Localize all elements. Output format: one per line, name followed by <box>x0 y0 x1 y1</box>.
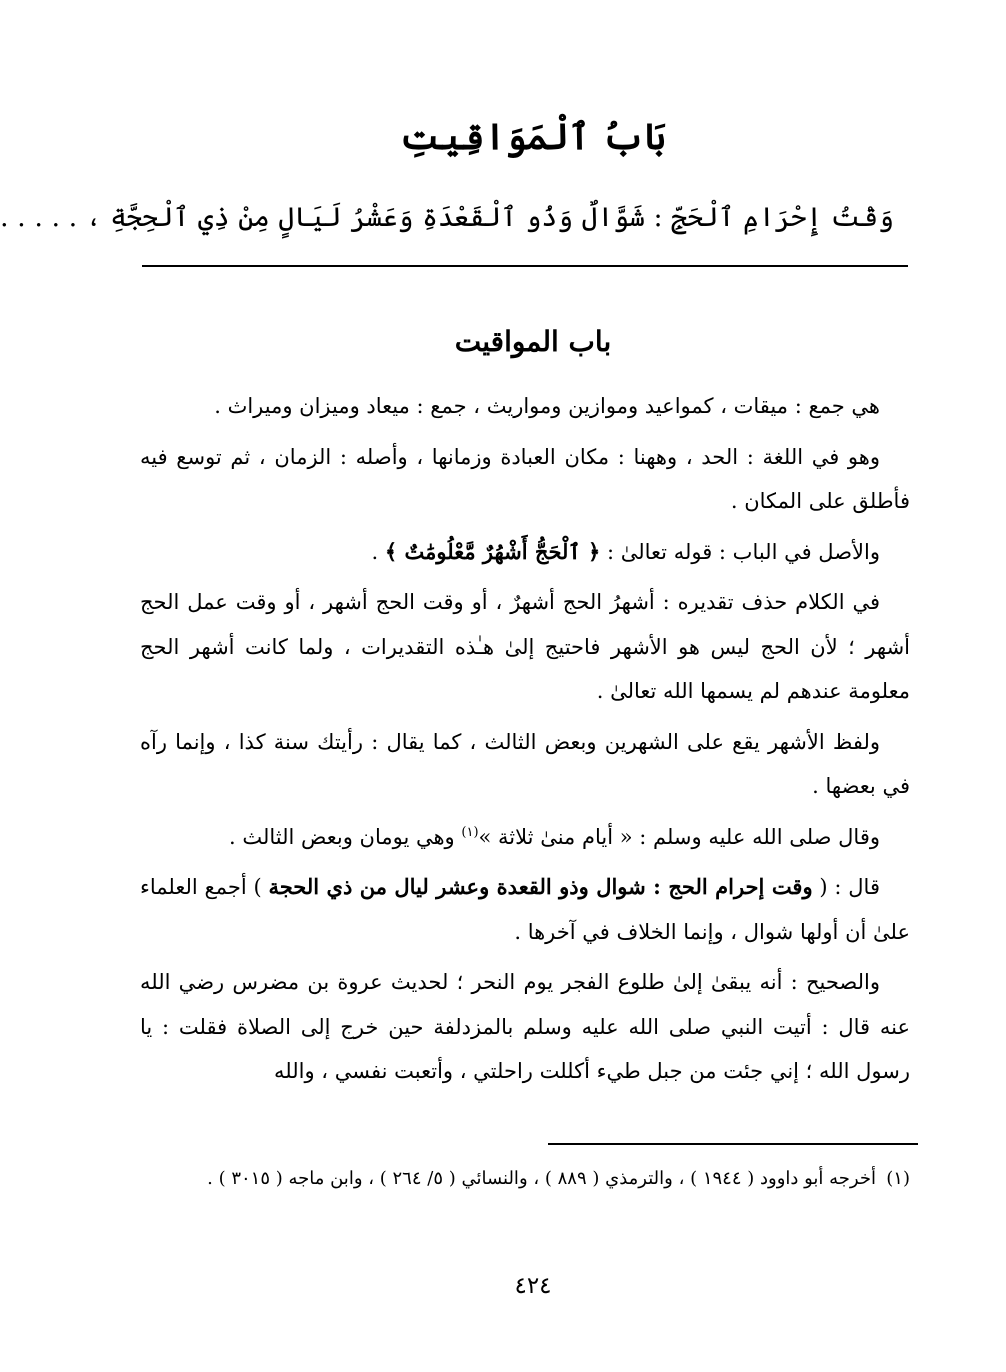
footnote <box>140 1162 910 1196</box>
paragraph-7 <box>140 865 910 954</box>
matn-text-line: وَقْتُ إِحْرَامِ ٱلْحَجِّ : شَوَّالٌ وَذُو ٱلْقَعْدَةِ وَعَشْرُ لَيَالٍ مِنْ ذِي ٱلْحِجَّةِ ، . . . . . <box>0 202 894 233</box>
paragraph-8: والصحيح : أنه يبقىٰ إلىٰ طلوع الفجر يوم النحر ؛ لحديث عروة بن مضرس رضي الله عنه قال : أتيت النبي صلى الله عليه وسلم بالمزدلفة حين خرج إلى الصلاة فقلت : يا رسول الله ؛ إني جئت من جبل طيء أكللت راحلتي ، وأتعبت نفسي ، والله <box>140 970 910 1083</box>
paragraph-3 <box>140 530 910 575</box>
footnote-text: أخرجه أبو داوود ( ١٩٤٤ ) ، والترمذي ( ٨٨٩ ) ، والنسائي ( ٥/ ٢٦٤ ) ، وابن ماجه ( ٣٠١٥ ) . <box>207 1168 876 1189</box>
paragraph-1: هي جمع : ميقات ، كمواعيد وموازين ومواريث ، جمع : ميعاد وميزان وميراث . <box>214 394 880 418</box>
paragraph-6 <box>140 815 910 860</box>
paragraph-6-tail: وهي يومان وبعض الثالث . <box>229 824 462 849</box>
footnote-number: (١) <box>886 1168 910 1189</box>
commentary-chapter-title: باب المواقيت <box>454 325 612 358</box>
hadith-quote: وقال صلى الله عليه وسلم : « أيام منىٰ ثلاثة » <box>478 824 880 849</box>
paragraph-2: وهو في اللغة : الحد ، وههنا : مكان العبادة وزمانها ، وأصله : الزمان ، ثم توسع فيه فأطلق على المكان . <box>140 444 910 513</box>
paragraph-7-lead: قال : ( <box>812 875 880 899</box>
footnote-divider <box>548 1143 918 1145</box>
quoted-matn: وقت إحرام الحج : شوال وذو القعدة وعشر ليال من ذي الحجة <box>268 874 813 899</box>
quran-verse: ﴿ ٱلْحَجُّ أَشْهُرٌ مَّعْلُومَٰتٌ ﴾ <box>384 538 601 564</box>
paragraph-5: ولفظ الأشهر يقع على الشهرين وبعض الثالث ، كما يقال : رأيتك سنة كذا ، وإنما رآه في بعضها . <box>140 729 910 798</box>
paragraph-4: في الكلام حذف تقديره : أشهرُ الحج أشهرٌ ، أو وقت الحج أشهر ، أو وقت عمل الحج أشهر ؛ لأن الحج ليس هو الأشهر فاحتيج إلىٰ هـٰذه التقديرات ، ولما كانت أشهر الحج معلومة عندهم لم يسمها الله تعالىٰ . <box>140 590 910 703</box>
paragraph-3-tail: . <box>371 539 385 564</box>
footnote-marker[interactable]: (١) <box>461 824 479 840</box>
paragraph-3-lead: والأصل في الباب : قوله تعالىٰ : <box>600 539 880 564</box>
page-number: ٤٢٤ <box>514 1273 552 1299</box>
commentary-body <box>140 384 910 1100</box>
paragraph-7-tail: ) أجمع العلماء علىٰ أن أولها شوال ، وإنما الخلاف في آخرها . <box>140 875 910 944</box>
matn-chapter-title: بَابُ ٱلْمَوَاقِيتِ <box>400 116 666 158</box>
matn-divider <box>142 265 908 267</box>
